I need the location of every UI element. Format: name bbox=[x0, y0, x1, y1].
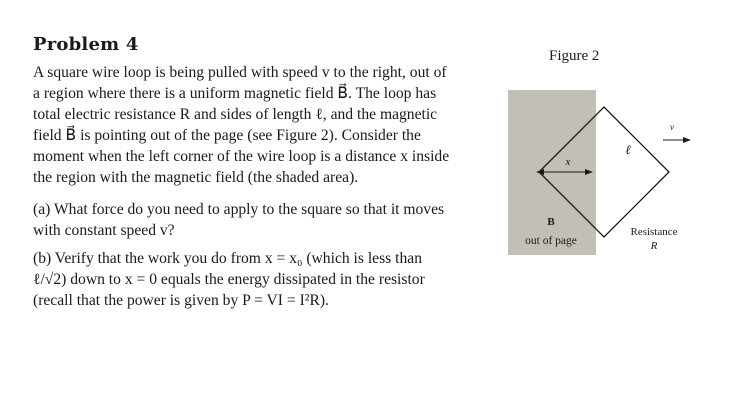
question-b-line: (b) Verify that the work you do from x = x₀ (which is less than bbox=[33, 250, 422, 267]
statement-line: moment when the left corner of the wire loop is a distance x inside bbox=[33, 148, 450, 165]
problem-statement bbox=[33, 62, 491, 188]
statement-line: field B⃗ is pointing out of the page (see Figure 2). Consider the bbox=[33, 127, 421, 144]
field-direction-label: out of page bbox=[525, 235, 577, 247]
statement-line: total electric resistance R and sides of length ℓ, and the magnetic bbox=[33, 106, 438, 123]
resistance-label: Resistance bbox=[630, 226, 678, 238]
figure-caption: Figure 2 bbox=[549, 48, 600, 64]
distance-x-label: x bbox=[565, 156, 571, 168]
field-label: B bbox=[547, 216, 555, 228]
figure-2-diagram bbox=[500, 80, 720, 270]
question-a-line: with constant speed v? bbox=[33, 222, 175, 239]
question-b bbox=[33, 248, 491, 311]
statement-line: A square wire loop is being pulled with speed v to the right, out of bbox=[33, 64, 447, 81]
velocity-label: v bbox=[670, 122, 674, 132]
question-b-line: ℓ/√2) down to x = 0 equals the energy dissipated in the resistor bbox=[33, 271, 425, 288]
question-a bbox=[33, 199, 491, 241]
side-length-label: ℓ bbox=[625, 142, 631, 157]
statement-line: the region with the magnetic field (the shaded area). bbox=[33, 169, 359, 186]
statement-line: a region where there is a uniform magnetic field B⃗. The loop has bbox=[33, 85, 437, 102]
question-a-line: (a) What force do you need to apply to the square so that it moves bbox=[33, 201, 445, 218]
problem-title: Problem 4 bbox=[33, 34, 139, 55]
resistance-symbol: R bbox=[650, 240, 658, 252]
question-b-line: (recall that the power is given by P = VI = I²R). bbox=[33, 292, 329, 309]
